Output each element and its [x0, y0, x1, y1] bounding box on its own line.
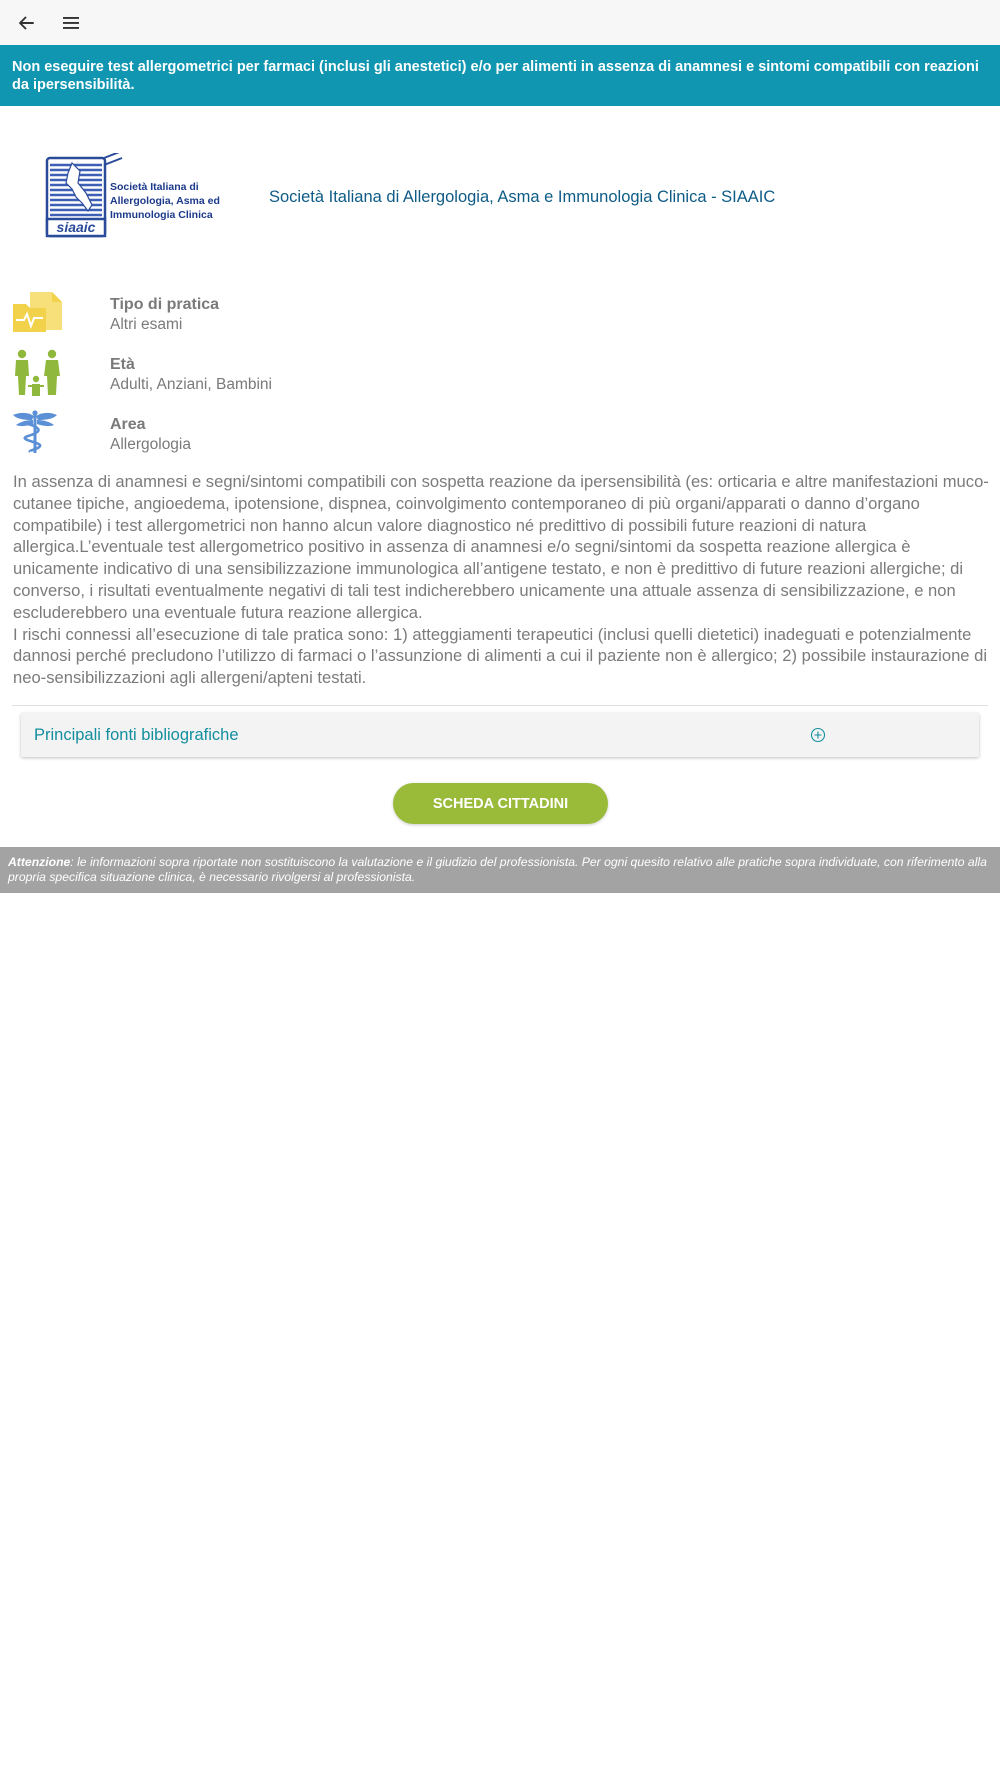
top-app-bar	[0, 0, 1000, 46]
recommendation-banner	[0, 45, 1000, 106]
practice-description	[13, 471, 993, 689]
back-button[interactable]	[11, 8, 41, 38]
siaaic-logo	[44, 153, 234, 241]
menu-button[interactable]	[56, 8, 86, 38]
medical-folder-icon	[12, 290, 64, 334]
area-value: Allergologia	[110, 436, 191, 453]
caduceus-icon	[12, 410, 58, 454]
area-label: Area	[110, 416, 146, 433]
hamburger-menu-icon	[62, 16, 80, 30]
svg-text:siaaic: siaaic	[56, 219, 96, 235]
recommendation-text: Non eseguire test allergometrici per farmaci (inclusi gli anestetici) e/o per alimenti in assenza di anamnesi e sintomi compatibili con reazioni da ipersensibilità.	[12, 59, 979, 93]
disclaimer	[0, 847, 1000, 893]
practice-type-label: Tipo di pratica	[110, 296, 220, 313]
family-icon	[12, 349, 64, 397]
plus-circle-icon	[810, 727, 826, 743]
citizen-sheet-button[interactable]: SCHEDA CITTADINI	[393, 783, 608, 824]
description-paragraph: I rischi connessi all’esecuzione di tale pratica sono: 1) atteggiamenti terapeutici (inclusi quelli dietetici) inadeguati e potenzialmente dannosi perché precludono l’utilizzo di farmaci o l’assunzione di alimenti a cui il paziente non è allergico; 2) possibile instaurazione di neo-sensibilizzazioni agli allergeni/apteni testati.	[13, 624, 988, 688]
disclaimer-text: : le informazioni sopra riportate non sostituiscono la valutazione e il giudizio del professionista. Per ogni quesito relativo alle pratiche sopra individuate, con riferimento alla propria specifica situazione clinica, è necessario rivolgersi al professionista.	[8, 855, 987, 884]
divider	[12, 705, 988, 706]
svg-text:Immunologia Clinica: Immunologia Clinica	[110, 209, 213, 221]
age-value: Adulti, Anziani, Bambini	[110, 376, 272, 393]
disclaimer-title: Attenzione	[8, 855, 71, 869]
bibliography-accordion[interactable]	[21, 713, 979, 757]
age-label: Età	[110, 356, 135, 373]
arrow-left-icon	[17, 14, 35, 32]
description-paragraph: In assenza di anamnesi e segni/sintomi compatibili con sospetta reazione da ipersensibilità (es: orticaria e altre manifestazioni muco-cutanee tipiche, angioedema, ipotensione, dispnea, coinvolgimento contemporaneo di più organi/apparati o danno d’organo compatibile) i test allergometrici non hanno alcun valore diagnostico né predittivo di possibili future reazioni di natura allergica.L’eventuale test allergometrico positivo in assenza di anamnesi e/o segni/sintomi da sospetta reazione allergica è unicamente indicativo di una sensibilizzazione immunologica all’antigene testato, e non è predittivo di future reazioni allergiche; di converso, i risultati eventualmente negativi di tali test indicherebbero unicamente una attuale assenza di sensibilizzazione, e non escluderebbero una eventuale futura reazione allergica.	[13, 472, 989, 622]
organization-name: Società Italiana di Allergologia, Asma e Immunologia Clinica - SIAAIC	[269, 188, 776, 206]
bibliography-label: Principali fonti bibliografiche	[34, 726, 239, 744]
practice-type-value: Altri esami	[110, 316, 183, 333]
svg-text:Società Italiana di: Società Italiana di	[110, 181, 199, 193]
svg-text:Allergologia, Asma ed: Allergologia, Asma ed	[110, 195, 220, 207]
